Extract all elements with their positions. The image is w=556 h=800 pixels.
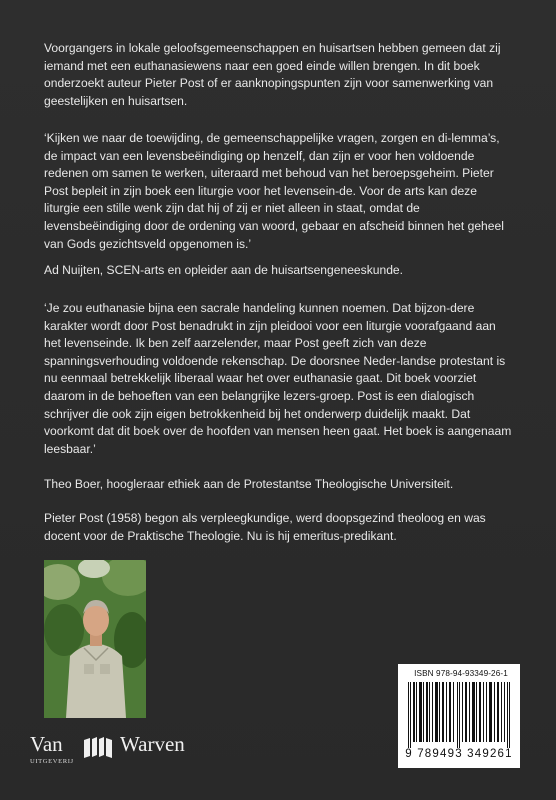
isbn-label: ISBN 978-94-93349-26-1 bbox=[414, 669, 508, 678]
author-bio-text: Pieter Post (1958) begon als verpleegkundige, werd doopsgezind theoloog en was docent voor de Praktische Theologie. Nu is hij emeritus-predikant. bbox=[44, 511, 486, 543]
publisher-logo bbox=[30, 732, 230, 772]
author-photo bbox=[44, 560, 146, 718]
author-bio bbox=[44, 510, 514, 545]
barcode bbox=[406, 682, 512, 748]
intro-text: Voorgangers in lokale geloofsgemeenschappen en huisartsen hebben gemeen dat zij iemand met een euthanasiewens naar een goed einde willen brengen. In dit boek onderzoekt auteur Pieter Post of er aanknopingspunten zijn voor samenwerking van geestelijken en huisartsen. bbox=[44, 41, 501, 108]
intro-paragraph bbox=[44, 40, 514, 110]
publisher-name-left: Van bbox=[30, 732, 63, 756]
publisher-subtitle: UITGEVERIJ bbox=[30, 758, 74, 765]
book-pages-icon bbox=[82, 736, 118, 758]
publisher-name-right: Warven bbox=[120, 732, 185, 756]
attribution-boer bbox=[44, 476, 514, 494]
attribution-nuijten-text: Ad Nuijten, SCEN-arts en opleider aan de huisartsengeneeskunde. bbox=[44, 263, 404, 277]
barcode-digits: 9 789493 349261 bbox=[405, 748, 513, 760]
attribution-boer-text: Theo Boer, hoogleraar ethiek aan de Protestantse Theologische Universiteit. bbox=[44, 477, 454, 491]
quote-boer bbox=[44, 300, 514, 458]
isbn-barcode-box bbox=[398, 664, 520, 768]
quote-nuijten bbox=[44, 130, 514, 253]
quote-boer-text: ‘Je zou euthanasie bijna een sacrale handeling kunnen noemen. Dat bijzon-dere karakter wordt door Post benadrukt in zijn pleidooi voor een liturgie voorafgaand aan het levenseinde. Ik ben zelf aarzelender, maar Post geeft zich van deze spanningsverhouding voldoende rekenschap. De doorsnee Neder-landse protestant is nu eenmaal betrekkelijk liberaal waar het over euthanasie gaat. Dit boek voorziet daarom in de behoeften van een belangrijke lezers-groep. Post is een dialogisch schrijver die ook zijn eigen betrokkenheid bij het onderwerp duidelijk maakt. Dat voorkomt dat dit boek over de hoofden van mensen heen gaat. Het boek is aangenaam leesbaar.’ bbox=[44, 301, 512, 456]
quote-nuijten-text: ‘Kijken we naar de toewijding, de gemeenschappelijke vragen, zorgen en di-lemma’s, de impact van een levensbeëindiging op henzelf, dan zijn er voor hen voldoende redenen om samen te werken, uiteraard met behoud van het beroepsgeheim. Pieter Post bepleit in zijn boek een liturgie voor het levensein-de. Voor de arts kan deze liturgie een stille wenk zijn dat hij of zij er niet alleen in staat, omdat de levensbeëindiging door de ordening van woord, gebaar en afscheid binnen het geheel van Gods gezichtsveld opgenomen is.’ bbox=[44, 131, 504, 251]
attribution-nuijten bbox=[44, 262, 514, 280]
